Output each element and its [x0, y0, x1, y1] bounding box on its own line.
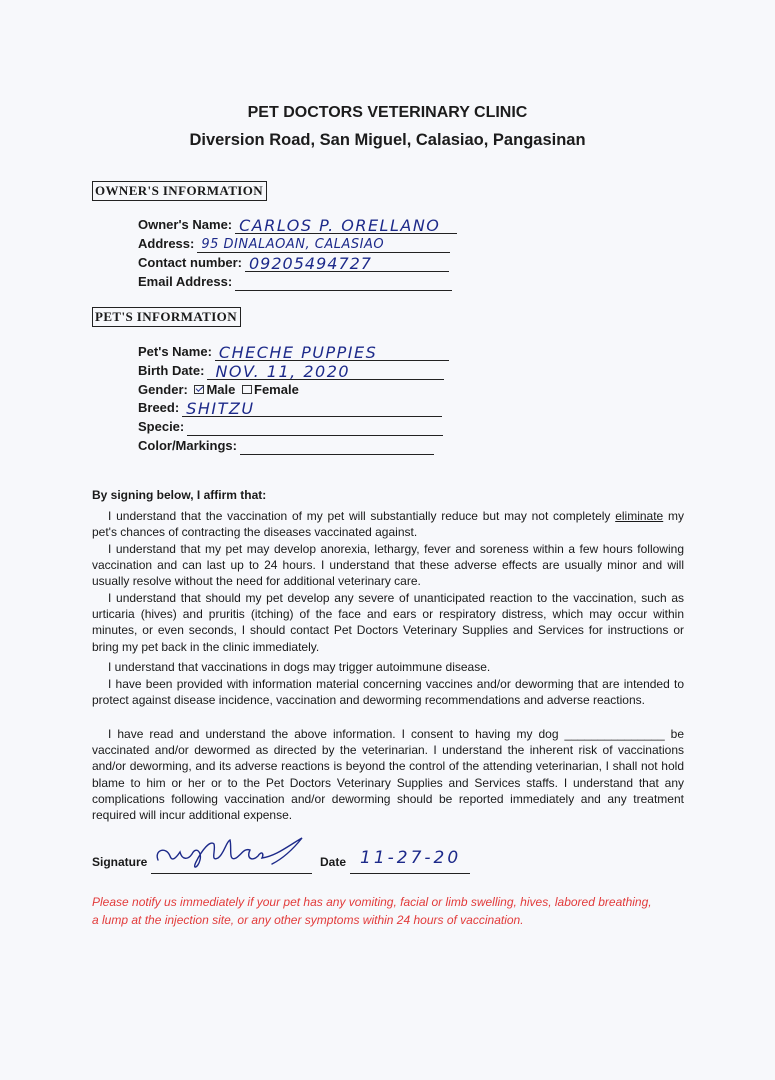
birth-date-line[interactable]	[207, 362, 444, 380]
address-label: Address:	[138, 236, 195, 251]
specie-field[interactable]	[138, 418, 443, 436]
affirmation-paragraph-6: I have read and understand the above information. I consent to having my dog _______________ be vaccinated and/or dewormed as directed by the veterinarian. I understand the inherent risk of vaccinations and/or deworming, and its adverse reactions is beyond the control of the attending veterinarian, I shall not hold blame to him or her or to the Pet Doctors Veterinary Supplies and Services staffs. I understand that any complications following vaccination and/or deworming should be reported immediately and any treatment required will incur additional expense.	[92, 727, 684, 823]
pet-name-value: CHECHE PUPPIES	[218, 343, 378, 362]
date-label: Date	[320, 855, 347, 869]
gender-male-checkbox[interactable]	[194, 385, 204, 394]
owner-name-line[interactable]	[235, 216, 457, 234]
specie-line[interactable]	[187, 418, 443, 436]
color-markings-label: Color/Markings:	[138, 438, 237, 453]
breed-label: Breed:	[138, 400, 180, 415]
affirmation-paragraph-1	[92, 508, 684, 540]
contact-number-label: Contact number:	[138, 255, 242, 270]
owner-name-label: Owner's Name:	[138, 217, 233, 232]
color-markings-field[interactable]	[138, 437, 434, 455]
email-label: Email Address:	[138, 274, 233, 289]
owner-section-heading: OWNER'S INFORMATION	[92, 181, 267, 201]
affirmation-p1-text-b: my pet's chances of contracting the diseases vaccinated against.	[92, 509, 684, 540]
birth-date-label: Birth Date:	[138, 363, 205, 378]
affirmation-p1-underlined: eliminate	[615, 509, 664, 523]
affirmation-p1-text-a: I understand that the vaccination of my pet will substantially reduce but may not completely	[108, 509, 616, 523]
birth-date-value: NOV. 11, 2020	[215, 362, 351, 381]
contact-number-field[interactable]	[138, 254, 449, 272]
pet-name-field[interactable]	[138, 343, 449, 361]
affirmation-heading: By signing below, I affirm that:	[92, 488, 267, 502]
owner-name-field[interactable]	[138, 216, 457, 234]
affirmation-paragraph-2: I understand that my pet may develop anorexia, lethargy, fever and soreness within a few hours following vaccination and can last up to 24 hours. I understand that these adverse effects are usually minor and will usually resolve without the need for additional veterinary care.	[92, 542, 684, 589]
breed-line[interactable]	[182, 399, 442, 417]
gender-field	[138, 381, 299, 399]
gender-female-label: Female	[254, 382, 299, 397]
clinic-name: PET DOCTORS VETERINARY CLINIC	[247, 104, 528, 121]
gender-label: Gender:	[138, 382, 188, 397]
vaccination-notice: Please notify us immediately if your pet has any vomiting, facial or limb swelling, hives, labored breathing, a lump at the injection site, or any other symptoms within 24 hours of vaccination.	[92, 895, 652, 927]
address-line[interactable]	[197, 235, 450, 253]
contact-number-value: 09205494727	[249, 254, 372, 273]
date-value: 11-27-20	[360, 848, 462, 868]
color-markings-line[interactable]	[240, 437, 434, 455]
gender-female-checkbox[interactable]	[242, 385, 252, 394]
affirmation-paragraph-3: I understand that should my pet develop any severe of unanticipated reaction to the vaccination, such as urticaria (hives) and pruritis (itching) of the face and ears or respiratory distress, which may occur within minutes, or even seconds, I should contact Pet Doctors Veterinary Supplies and Services for instructions or bring my pet back in the clinic immediately.	[92, 591, 684, 654]
breed-value: SHITZU	[186, 399, 255, 418]
address-value: 95 DINALAOAN, CALASIAO	[201, 237, 385, 252]
address-field[interactable]	[138, 235, 450, 253]
signature-label: Signature	[92, 855, 148, 869]
contact-number-line[interactable]	[245, 254, 449, 272]
pet-name-label: Pet's Name:	[138, 344, 212, 359]
breed-field[interactable]	[138, 399, 442, 417]
date-line[interactable]	[350, 873, 470, 874]
email-field[interactable]	[138, 273, 452, 291]
gender-male-label: Male	[206, 382, 236, 397]
owner-name-value: CARLOS P. ORELLANO	[239, 216, 441, 235]
pet-section-heading: PET'S INFORMATION	[92, 307, 241, 327]
clinic-address: Diversion Road, San Miguel, Calasiao, Pangasinan	[189, 131, 586, 149]
birth-date-field[interactable]	[138, 362, 444, 380]
pet-name-line[interactable]	[215, 343, 449, 361]
affirmation-paragraph-5: I have been provided with information material concerning vaccines and/or deworming that are intended to protect against disease incidence, vaccination and deworming recommendations and adverse reactions.	[92, 677, 684, 708]
email-line[interactable]	[235, 273, 452, 291]
signature-line[interactable]	[151, 873, 312, 874]
handwritten-signature	[152, 828, 312, 872]
specie-label: Specie:	[138, 419, 185, 434]
affirmation-paragraph-4: I understand that vaccinations in dogs may trigger autoimmune disease.	[108, 660, 491, 674]
